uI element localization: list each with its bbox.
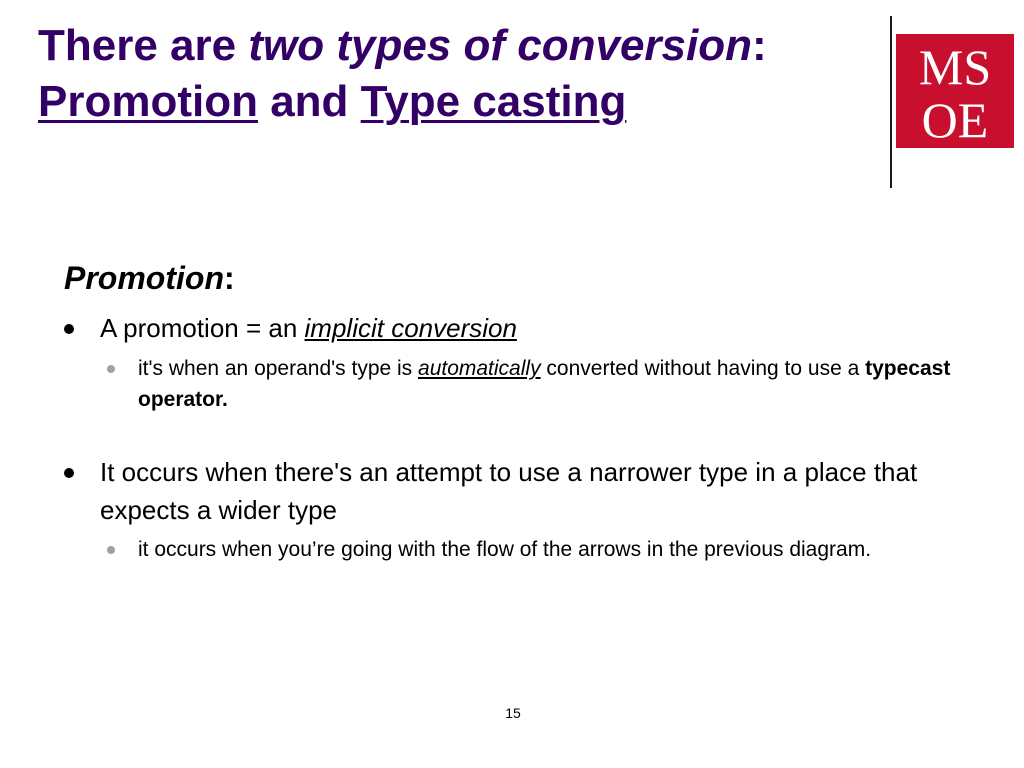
title-promotion: Promotion <box>38 77 258 126</box>
sub-bullet-dot <box>107 365 115 373</box>
sub-bullet-2 <box>138 534 968 565</box>
vertical-divider <box>890 16 892 188</box>
section-heading-colon: : <box>223 260 235 296</box>
page-number: 15 <box>505 705 521 721</box>
bullet-dot <box>64 468 74 478</box>
title-colon: : <box>751 21 767 70</box>
bullet-2-text: It occurs when there's an attempt to use a narrower type in a place that expects a wider type <box>100 457 918 525</box>
title-type-casting: Type casting <box>360 77 627 126</box>
sub-bullet-1-bold: typecast operator. <box>138 357 951 411</box>
msoe-logo <box>896 34 1014 148</box>
bullet-1-emphasis: implicit conversion <box>304 313 517 343</box>
section-heading <box>64 258 235 298</box>
logo-line2: OE <box>921 92 989 148</box>
bullet-2 <box>100 453 980 529</box>
bullet-1-text: A promotion = an <box>100 313 305 343</box>
sub-bullet-1-text: it's when an operand's type is <box>138 357 419 380</box>
title-emphasis: two types of conversion <box>248 21 752 70</box>
bullet-1 <box>100 309 980 347</box>
logo-line1: MS <box>918 39 992 95</box>
title-and: and <box>257 77 361 126</box>
sub-bullet-dot <box>107 546 115 554</box>
slide-title <box>38 18 858 130</box>
sub-bullet-1-emphasis: automatically <box>418 357 541 380</box>
sub-bullet-2-text: it occurs when you’re going with the flow of the arrows in the previous diagram. <box>138 538 872 561</box>
section-heading-text: Promotion <box>64 260 224 296</box>
sub-bullet-1-text-mid: converted without having to use a <box>540 357 866 380</box>
bullet-dot <box>64 324 74 334</box>
sub-bullet-1 <box>138 353 968 415</box>
title-part1: There are <box>38 21 249 70</box>
